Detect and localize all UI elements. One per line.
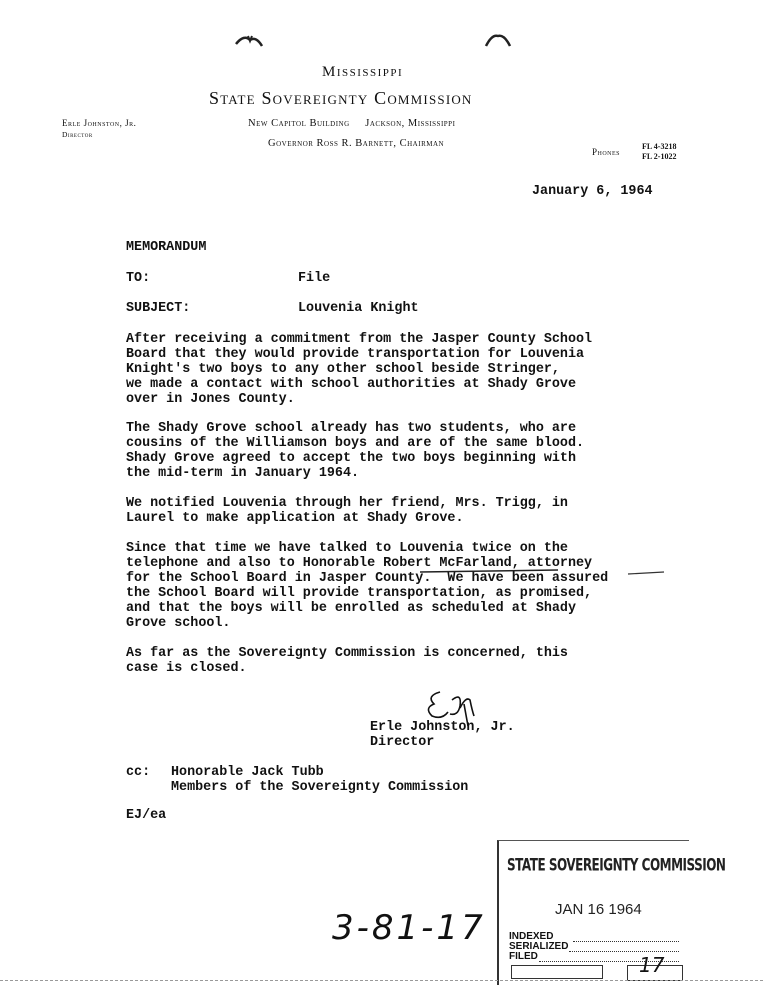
cc-list xyxy=(171,765,468,795)
stamp-field-filed: FILED xyxy=(509,951,538,962)
letterhead-director-name: Erle Johnston, Jr. xyxy=(62,118,137,128)
cc-label: cc: xyxy=(126,765,151,780)
page-bottom-edge xyxy=(0,980,763,981)
letterhead-governor: Governor Ross R. Barnett, Chairman xyxy=(268,138,445,149)
stamp-handwritten-mark: 17 xyxy=(639,953,665,977)
stamp-date: JAN 16 1964 xyxy=(555,901,642,918)
stamp-dotted-line xyxy=(573,941,679,942)
phone-number-2: FL 2-1022 xyxy=(642,152,677,161)
stamp-field-box xyxy=(511,965,603,979)
subject-label: SUBJECT: xyxy=(126,301,191,316)
stamp-field-serialized: SERIALIZED xyxy=(509,941,569,952)
text-line: Laurel to make application at Shady Grove. xyxy=(126,511,464,526)
text-line: and that the boys will be enrolled as scheduled at Shady xyxy=(126,601,576,616)
stamp-dotted-line xyxy=(569,951,679,952)
text-line: As far as the Sovereignty Commission is concerned, this xyxy=(126,646,568,661)
text-line: Since that time we have talked to Louvenia twice on the xyxy=(126,541,568,556)
letterhead-ornament-left xyxy=(234,32,264,48)
reference-initials: EJ/ea xyxy=(126,808,167,823)
text-line: case is closed. xyxy=(126,661,247,676)
letterhead-commission: State Sovereignty Commission xyxy=(209,88,473,108)
cc-recipient: Members of the Sovereignty Commission xyxy=(171,780,469,795)
text-line: The Shady Grove school already has two students, who are xyxy=(126,421,576,436)
body-paragraph-3 xyxy=(126,496,568,526)
text-line: Knight's two boys to any other school beside Stringer, xyxy=(126,362,560,377)
phones-label: Phones xyxy=(592,147,621,157)
file-number: 3-81-17 xyxy=(332,908,486,948)
body-paragraph-5 xyxy=(126,646,568,676)
text-line: over in Jones County. xyxy=(126,392,295,407)
body-paragraph-4 xyxy=(126,541,608,631)
subject-value: Louvenia Knight xyxy=(298,301,419,316)
body-paragraph-1 xyxy=(126,332,592,407)
text-line: the School Board will provide transportation, as promised, xyxy=(126,586,593,601)
stamp-field-indexed: INDEXED xyxy=(509,931,554,942)
text-line: We notified Louvenia through her friend, Mrs. Trigg, in xyxy=(126,496,568,511)
cc-recipient: Honorable Jack Tubb xyxy=(171,765,324,780)
stamp-title: STATE SOVEREIGNTY COMMISSION xyxy=(507,855,726,875)
handwritten-underline xyxy=(418,566,668,586)
text-line: cousins of the Williamson boys and are of the same blood. xyxy=(126,436,585,451)
letterhead-ornament-right xyxy=(484,32,512,48)
letterhead-address: New Capitol Building Jackson, Mississippi xyxy=(248,118,456,129)
memo-heading: MEMORANDUM xyxy=(126,240,207,255)
text-line: Board that they would provide transportation for Louvenia xyxy=(126,347,585,362)
to-label: TO: xyxy=(126,271,151,286)
text-line: the mid-term in January 1964. xyxy=(126,466,360,481)
text-line: After receiving a commitment from the Jasper County School xyxy=(126,332,593,347)
to-value: File xyxy=(298,271,331,286)
text-line: we made a contact with school authorities at Shady Grove xyxy=(126,377,576,392)
memo-date: January 6, 1964 xyxy=(532,184,653,199)
phone-number-1: FL 4-3218 xyxy=(642,142,677,151)
text-line: telephone and also to Honorable Robert McFarland, attorney xyxy=(126,556,593,571)
body-paragraph-2 xyxy=(126,421,584,481)
signature-title: Director xyxy=(370,735,435,750)
signature-name: Erle Johnston, Jr. xyxy=(370,720,515,735)
text-line: for the School Board in Jasper County. We have been assured xyxy=(126,571,609,586)
receipt-stamp xyxy=(497,840,726,985)
letterhead-state: Mississippi xyxy=(322,64,404,80)
letterhead-director-title: Director xyxy=(62,130,93,139)
text-line: Shady Grove agreed to accept the two boys beginning with xyxy=(126,451,576,466)
text-line: Grove school. xyxy=(126,616,231,631)
